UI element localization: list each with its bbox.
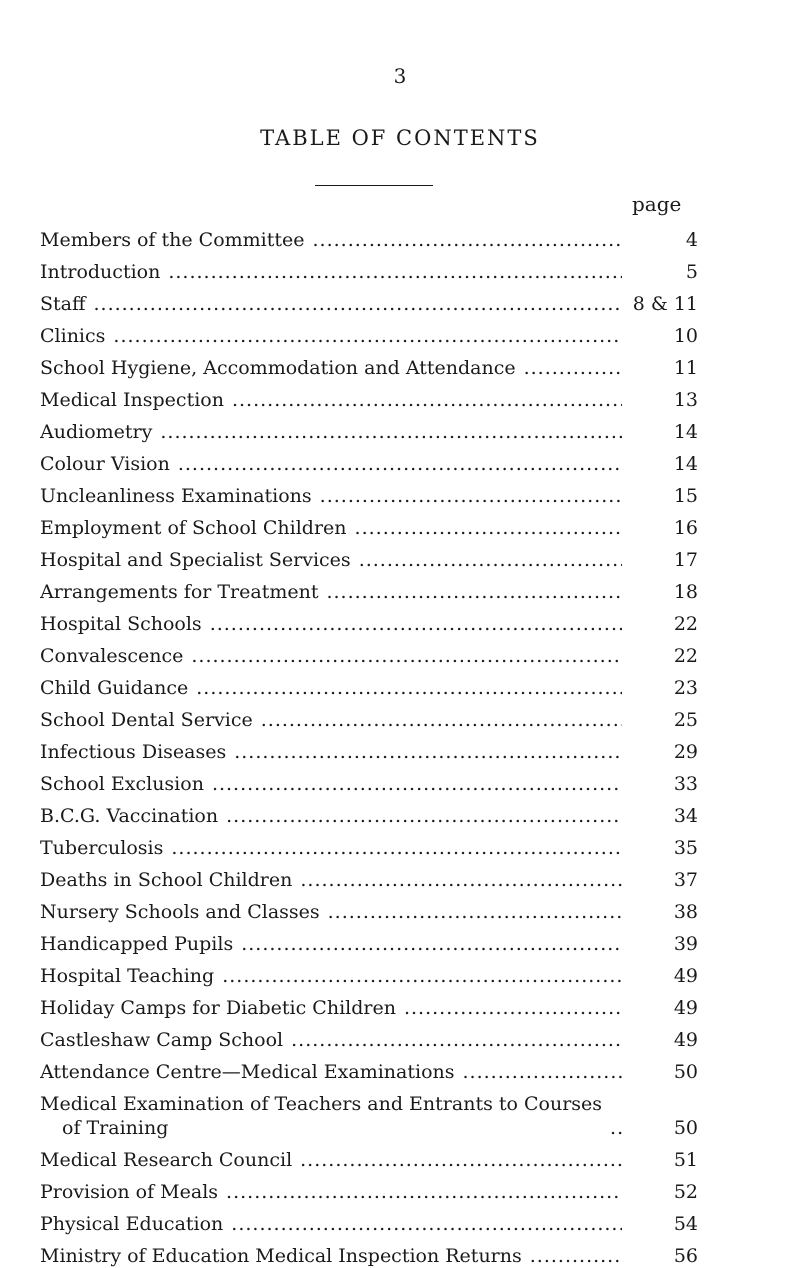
toc-entry-label: Provision of Meals <box>40 1181 219 1203</box>
toc-entry[interactable] <box>40 444 700 476</box>
toc-entry[interactable] <box>40 860 700 892</box>
toc-entry-label: Hospital and Specialist Services <box>40 549 351 571</box>
toc-entry-page: 10 <box>673 325 698 347</box>
toc-entry-label: School Hygiene, Accommodation and Attendance <box>40 357 516 379</box>
toc-entry[interactable] <box>40 956 700 988</box>
toc-entry-label: Convalescence <box>40 645 184 667</box>
toc-entry[interactable] <box>40 1172 700 1204</box>
toc-entry-page: 18 <box>673 581 698 603</box>
toc-entry-page: 22 <box>673 645 698 667</box>
toc-entry-label: Nursery Schools and Classes <box>40 901 320 923</box>
toc-entry-label: Arrangements for Treatment <box>40 581 319 603</box>
page-number: 3 <box>393 64 407 88</box>
toc-entry-label: Clinics <box>40 325 106 347</box>
toc-entry[interactable] <box>40 412 700 444</box>
toc-entry-label-line1: Medical Examination of Teachers and Entrants to Courses <box>40 1093 603 1115</box>
toc-entry-page: 39 <box>673 933 698 955</box>
toc-entry-page: 35 <box>673 837 698 859</box>
toc-entry-label: B.C.G. Vaccination <box>40 805 219 827</box>
toc-entry-page: 22 <box>673 613 698 635</box>
toc-entry[interactable] <box>40 220 700 252</box>
toc-entry-page: 11 <box>673 357 698 379</box>
toc-entry[interactable] <box>40 892 700 924</box>
toc-entry[interactable] <box>40 828 700 860</box>
toc-entry[interactable] <box>40 1084 700 1140</box>
toc-entry-page: 5 <box>685 261 698 283</box>
toc-entry-page: 56 <box>673 1245 698 1267</box>
toc-entry[interactable] <box>40 988 700 1020</box>
toc-entry-label <box>40 1092 602 1140</box>
toc-entry[interactable] <box>40 924 700 956</box>
toc-entry-page: 8 & 11 <box>632 293 698 315</box>
toc-entry-label: Child Guidance <box>40 677 189 699</box>
toc-entry[interactable] <box>40 476 700 508</box>
toc-entry-page: 23 <box>673 677 698 699</box>
toc-entry-label: Castleshaw Camp School <box>40 1029 284 1051</box>
toc-entry-page: 25 <box>673 709 698 731</box>
toc-entry[interactable] <box>40 540 700 572</box>
toc-entry[interactable] <box>40 668 700 700</box>
toc-entry[interactable] <box>40 1236 700 1268</box>
toc-entry-label: Medical Inspection <box>40 389 224 411</box>
toc-entry[interactable] <box>40 764 700 796</box>
toc-entry[interactable] <box>40 1204 700 1236</box>
toc-entry-label: Employment of School Children <box>40 517 347 539</box>
toc-entry-label: Staff <box>40 293 86 315</box>
toc-entry-label: Audiometry <box>40 421 153 443</box>
toc-entry-label: Deaths in School Children <box>40 869 293 891</box>
toc-entry-page: 49 <box>673 1029 698 1051</box>
toc-entry-page: 34 <box>673 805 698 827</box>
toc-entry-page: 49 <box>673 965 698 987</box>
toc-entry[interactable] <box>40 316 700 348</box>
table-of-contents <box>40 220 700 1268</box>
toc-entry-page: 50 <box>673 1117 698 1139</box>
toc-entry-page: 16 <box>673 517 698 539</box>
toc-entry[interactable] <box>40 1140 700 1172</box>
toc-entry[interactable] <box>40 1020 700 1052</box>
toc-entry-label: Handicapped Pupils <box>40 933 234 955</box>
toc-entry[interactable] <box>40 348 700 380</box>
toc-entry-page: 13 <box>673 389 698 411</box>
toc-entry-page: 29 <box>673 741 698 763</box>
toc-entry-label: Attendance Centre—Medical Examinations <box>40 1061 455 1083</box>
toc-entry-label: Ministry of Education Medical Inspection Returns <box>40 1245 522 1267</box>
toc-entry-label: School Dental Service <box>40 709 253 731</box>
toc-entry-label: Physical Education <box>40 1213 224 1235</box>
toc-entry[interactable] <box>40 508 700 540</box>
toc-entry[interactable] <box>40 732 700 764</box>
toc-entry-page: 17 <box>673 549 698 571</box>
toc-entry-label: School Exclusion <box>40 773 204 795</box>
toc-entry[interactable] <box>40 252 700 284</box>
toc-entry-page: 50 <box>673 1061 698 1083</box>
toc-entry[interactable] <box>40 380 700 412</box>
toc-entry-label: Infectious Diseases <box>40 741 227 763</box>
toc-entry-label: Tuberculosis <box>40 837 164 859</box>
toc-entry-page: 38 <box>673 901 698 923</box>
toc-entry-page: 37 <box>673 869 698 891</box>
toc-entry[interactable] <box>40 796 700 828</box>
toc-entry-page: 15 <box>673 485 698 507</box>
toc-entry-label: Holiday Camps for Diabetic Children <box>40 997 396 1019</box>
toc-entry-page: 52 <box>673 1181 698 1203</box>
toc-entry-label: Colour Vision <box>40 453 170 475</box>
toc-entry-label: Members of the Committee <box>40 229 305 251</box>
toc-entry[interactable] <box>40 636 700 668</box>
toc-entry-label: Hospital Teaching <box>40 965 215 987</box>
toc-entry-page: 14 <box>673 453 698 475</box>
toc-entry-label-line2: of Training <box>62 1117 169 1139</box>
page-column-header: page <box>632 192 682 216</box>
toc-entry-label: Introduction <box>40 261 161 283</box>
page-title: TABLE OF CONTENTS <box>260 126 540 150</box>
toc-entry-page: 54 <box>673 1213 698 1235</box>
toc-entry-page: 33 <box>673 773 698 795</box>
toc-entry[interactable] <box>40 604 700 636</box>
title-divider <box>315 185 433 186</box>
toc-entry-page: 14 <box>673 421 698 443</box>
toc-entry[interactable] <box>40 1052 700 1084</box>
toc-entry-page: 51 <box>673 1149 698 1171</box>
toc-entry[interactable] <box>40 700 700 732</box>
toc-entry-page: 4 <box>685 229 698 251</box>
toc-entry[interactable] <box>40 284 700 316</box>
toc-entry-label: Medical Research Council <box>40 1149 293 1171</box>
toc-entry-page: 49 <box>673 997 698 1019</box>
toc-entry-label: Uncleanliness Examinations <box>40 485 312 507</box>
toc-entry[interactable] <box>40 572 700 604</box>
toc-entry-label: Hospital Schools <box>40 613 202 635</box>
